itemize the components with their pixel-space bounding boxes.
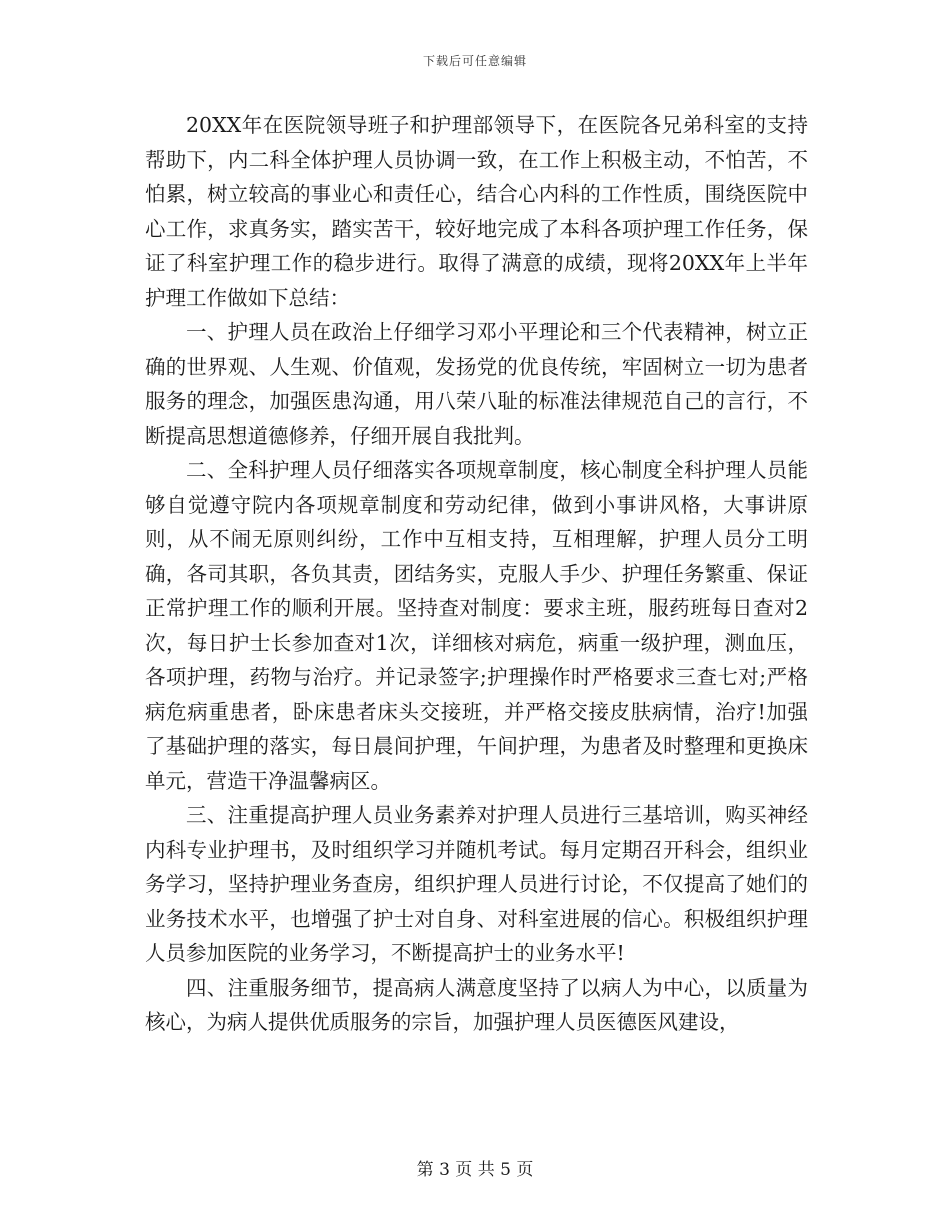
paragraph-section-2: 二、全科护理人员仔细落实各项规章制度，核心制度全科护理人员能够自觉遵守院内各项规章制度和劳动纪律，做到小事讲风格，大事讲原则，从不闹无原则纠纷，工作中互相支持，互相理解，护理人员分工明确，各司其职，各负其责，团结务实，克服人手少、护理任务繁重、保证正常护理工作的顺利开展。坚持查对制度：要求主班，服药班每日查对2次，每日护士长参加查对1次，详细核对病危，病重一级护理，测血压，各项护理，药物与治疗。并记录签字;护理操作时严格要求三查七对;严格病危病重患者，卧床患者床头交接班，并严格交接皮肤病情，治疗!加强了基础护理的落实，每日晨间护理，午间护理，为患者及时整理和更换床单元，营造干净温馨病区。 — [145, 458, 808, 793]
document-body — [145, 108, 808, 1040]
page-header: 下载后可任意编辑 — [422, 54, 527, 68]
paragraph-section-1: 一、护理人员在政治上仔细学习邓小平理论和三个代表精神，树立正确的世界观、人生观、价值观，发扬党的优良传统，牢固树立一切为患者服务的理念，加强医患沟通，用八荣八耻的标准法律规范自己的言行，不断提高思想道德修养，仔细开展自我批判。 — [145, 320, 808, 448]
paragraph-section-4: 四、注重服务细节，提高病人满意度坚持了以病人为中心，以质量为核心，为病人提供优质服务的宗旨，加强护理人员医德医风建设， — [145, 975, 808, 1034]
paragraph-intro: 20XX年在医院领导班子和护理部领导下，在医院各兄弟科室的支持帮助下，内二科全体护理人员协调一致，在工作上积极主动，不怕苦，不怕累，树立较高的事业心和责任心，结合心内科的工作性质，围绕医院中心工作，求真务实，踏实苦干，较好地完成了本科各项护理工作任务，保证了科室护理工作的稳步进行。取得了满意的成绩，现将20XX年上半年护理工作做如下总结： — [145, 113, 808, 310]
page-footer: 第 3 页 共 5 页 — [416, 1160, 534, 1180]
paragraph-section-3: 三、注重提高护理人员业务素养对护理人员进行三基培训，购买神经内科专业护理书，及时组织学习并随机考试。每月定期召开科会，组织业务学习，坚持护理业务查房，组织护理人员进行讨论，不仅提高了她们的业务技术水平，也增强了护士对自身、对科室进展的信心。积极组织护理人员参加医院的业务学习，不断提高护士的业务水平! — [145, 803, 808, 965]
